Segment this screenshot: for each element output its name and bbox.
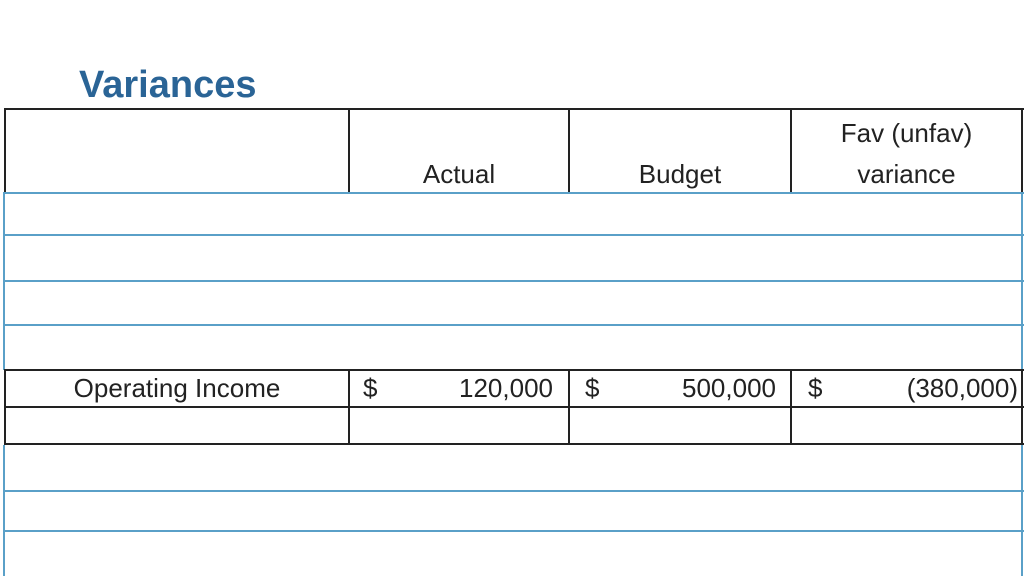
variance-currency-symbol: $ (808, 373, 823, 403)
budget-currency-symbol: $ (585, 373, 600, 403)
row-border (4, 234, 1024, 236)
table-left-border-header (4, 108, 6, 193)
header-variance-line2: variance (857, 159, 956, 189)
budget-value: 500,000 (682, 373, 776, 403)
variance-value: (380,000) (906, 373, 1018, 403)
row-border (4, 324, 1024, 326)
row-label-operating-income: Operating Income (73, 373, 281, 403)
actual-currency-symbol: $ (363, 373, 378, 403)
table-right-border-blue-top (1021, 192, 1023, 370)
header-variance-line1: Fav (unfav) (840, 118, 973, 148)
table-left-border-blue-bottom (3, 445, 5, 576)
row-border (4, 369, 1024, 371)
table-right-border-blue-bottom (1021, 445, 1023, 576)
col-divider-2-mid (568, 369, 570, 445)
header-budget: Budget (638, 159, 722, 189)
table-right-border-header (1021, 108, 1023, 193)
table-left-border-blue-top (3, 192, 5, 370)
header-actual: Actual (422, 159, 496, 189)
row-border (4, 443, 1024, 445)
table-top-border (4, 108, 1024, 110)
row-border (4, 490, 1024, 492)
col-divider-3-mid (790, 369, 792, 445)
col-divider-1-mid (348, 369, 350, 445)
table-right-border-mid (1021, 369, 1023, 445)
row-border (4, 406, 1024, 408)
row-border (4, 192, 1024, 194)
slide-title: Variances (79, 64, 257, 106)
actual-value: 120,000 (459, 373, 553, 403)
row-border (4, 530, 1024, 532)
row-border (4, 280, 1024, 282)
